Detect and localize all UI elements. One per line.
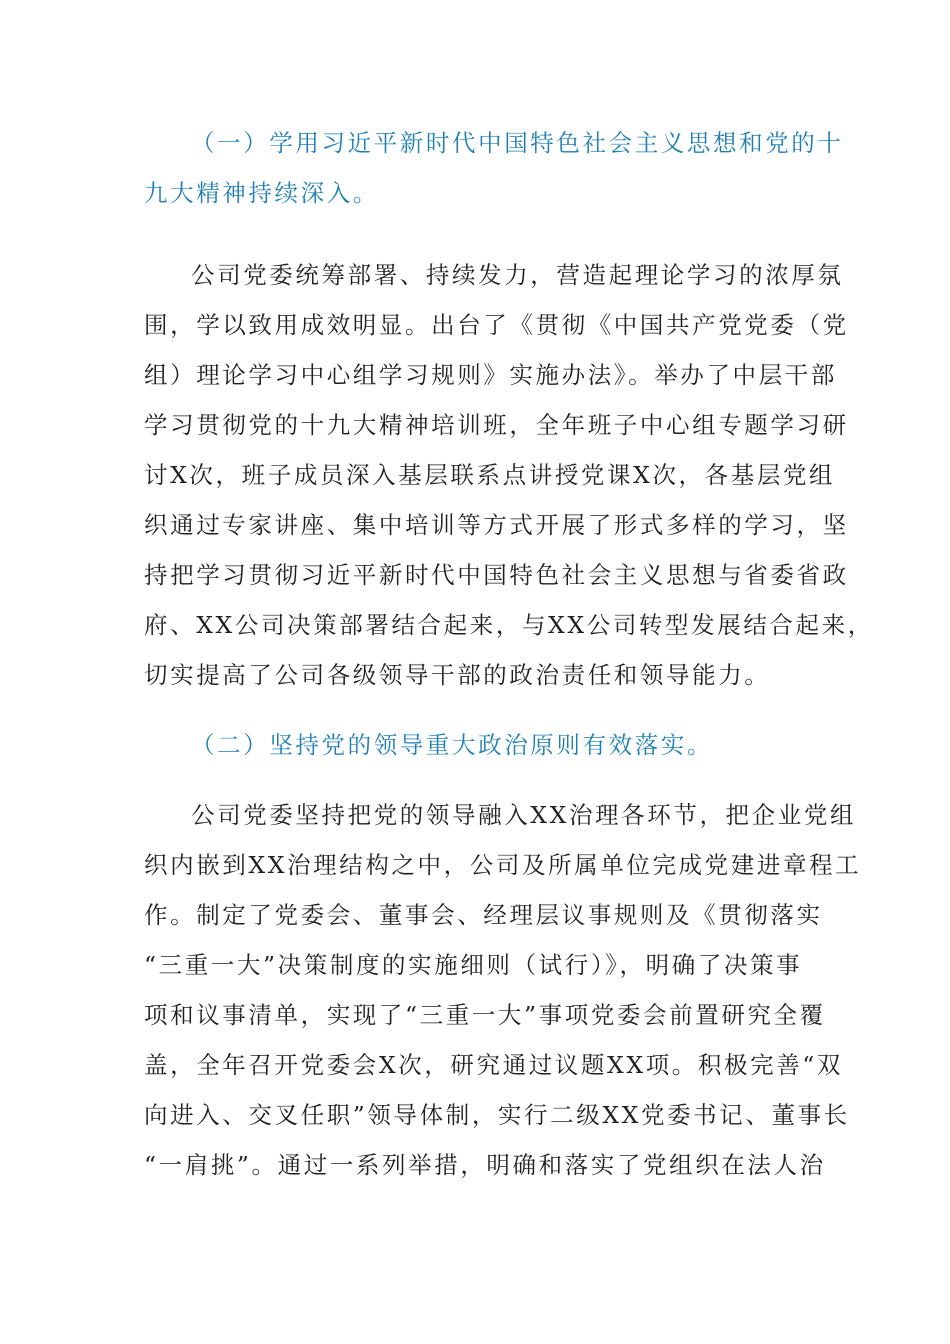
section2-paragraph-line: 公司党委坚持把党的领导融入XX治理各环节，把企业党组 <box>191 801 857 829</box>
section1-paragraph-line: 织通过专家讲座、集中培训等方式开展了形式多样的学习，坚 <box>144 511 849 539</box>
section2-paragraph-line: 作。制定了党委会、董事会、经理层议事规则及《贯彻落实 <box>144 901 823 929</box>
section1-paragraph-line: 学习贯彻党的十九大精神培训班，全年班子中心组专题学习研 <box>144 411 849 439</box>
section1-paragraph-line: 组）理论学习中心组学习规则》实施办法》。举办了中层干部 <box>144 361 837 389</box>
section1-paragraph-line: 公司党委统筹部署、持续发力，营造起理论学习的浓厚氛 <box>191 261 844 289</box>
section2-paragraph-line: 项和议事清单，实现了“三重一大”事项党委会前置研究全覆 <box>144 1001 826 1029</box>
section1-paragraph-line: 讨X次，班子成员深入基层联系点讲授党课X次，各基层党组 <box>144 461 836 489</box>
section1-paragraph-line: 府、XX公司决策部署结合起来，与XX公司转型发展结合起来， <box>144 611 874 639</box>
document-content <box>144 128 874 1180</box>
section2-paragraph-line: 向进入、交叉任职”领导体制，实行二级XX党委书记、董事长 <box>144 1101 850 1129</box>
section2-heading: （二）坚持党的领导重大政治原则有效落实。 <box>191 731 713 759</box>
section1-paragraph-line: 切实提高了公司各级领导干部的政治责任和领导能力。 <box>144 661 771 689</box>
section1-paragraph-line: 围，学以致用成效明显。出台了《贯彻《中国共产党党委（党 <box>144 311 849 339</box>
section2-paragraph-line: 盖，全年召开党委会X次，研究通过议题XX项。积极完善“双 <box>144 1051 844 1079</box>
section2-paragraph-line: 织内嵌到XX治理结构之中，公司及所属单位完成党建进章程工 <box>144 851 862 879</box>
section1-heading-line-2: 九大精神持续深入。 <box>144 179 379 207</box>
section2-paragraph-line: “一肩挑”。通过一系列举措，明确和落实了党组织在法人治 <box>144 1151 826 1179</box>
section1-heading-line-1: （一）学用习近平新时代中国特色社会主义思想和党的十 <box>191 129 844 157</box>
section2-paragraph-line: “三重一大”决策制度的实施细则（试行）》，明确了决策事 <box>144 951 803 979</box>
section1-paragraph-line: 持把学习贯彻习近平新时代中国特色社会主义思想与省委省政 <box>144 561 849 589</box>
